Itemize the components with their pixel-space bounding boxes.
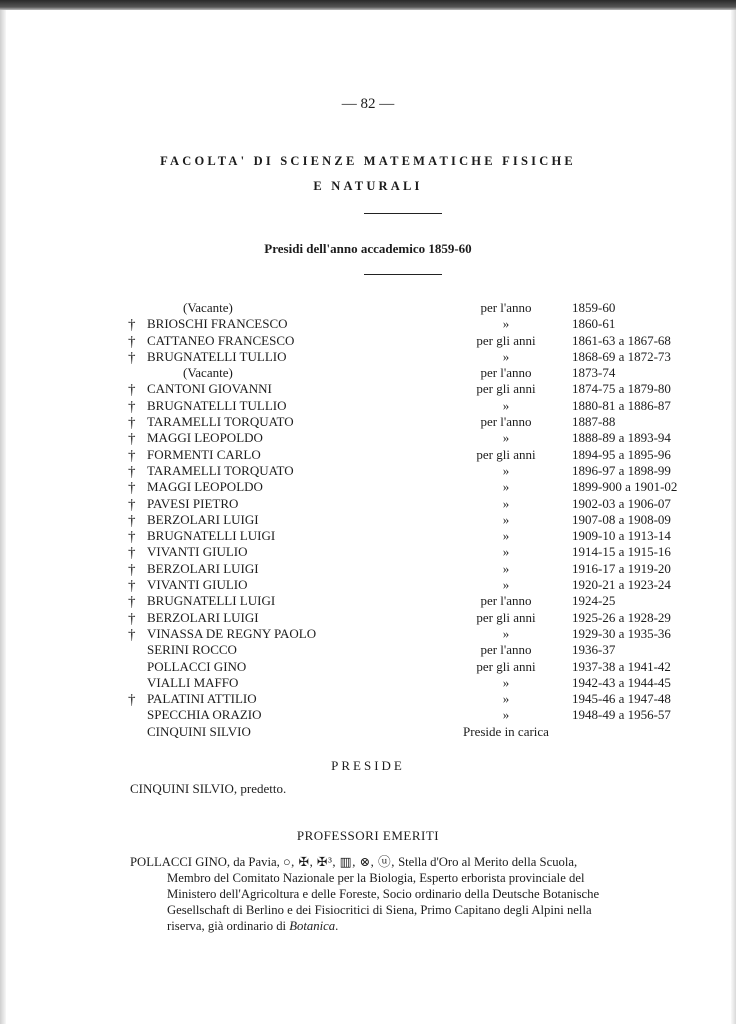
dean-name: PAVESI PIETRO	[147, 495, 239, 511]
dean-term: Preside in carica	[463, 723, 549, 739]
deceased-cross-icon: †	[128, 545, 136, 562]
deans-list	[0, 300, 736, 740]
deceased-cross-icon: †	[128, 561, 136, 578]
emeritus-name: POLLACCI GINO	[130, 855, 227, 869]
subject-botanica: Botanica	[289, 919, 336, 933]
dean-years: 1873-74	[572, 365, 616, 381]
dean-name: VIVANTI GIULIO	[147, 544, 248, 560]
dean-row	[0, 544, 736, 560]
dean-years: 1860-61	[572, 316, 616, 332]
deceased-cross-icon: †	[128, 496, 136, 513]
dean-term: »	[502, 430, 510, 446]
deceased-cross-icon: †	[128, 578, 136, 595]
dean-name: CATTANEO FRANCESCO	[147, 332, 295, 348]
deceased-cross-icon: †	[128, 317, 136, 334]
dean-term: »	[502, 348, 510, 364]
preside-text: CINQUINI SILVIO, predetto.	[130, 781, 287, 796]
page-number: — 82 —	[341, 96, 395, 112]
dean-name: BRIOSCHI FRANCESCO	[147, 316, 288, 332]
deceased-cross-icon: †	[128, 333, 136, 350]
dean-years: 1945-46 a 1947-48	[572, 691, 671, 707]
deceased-cross-icon: †	[128, 692, 136, 709]
dean-name: VIALLI MAFFO	[147, 674, 239, 690]
dean-name: SERINI ROCCO	[147, 642, 237, 658]
deceased-cross-icon: †	[128, 349, 136, 366]
dean-row	[0, 365, 736, 381]
dean-row	[0, 463, 736, 479]
dean-term: »	[502, 316, 510, 332]
dean-name: CANTONI GIOVANNI	[147, 381, 272, 397]
dean-row	[0, 496, 736, 512]
dean-name: VIVANTI GIULIO	[147, 577, 248, 593]
dean-years: 1920-21 a 1923-24	[572, 577, 671, 593]
emeritus-line-5-end: .	[335, 919, 339, 933]
dean-years: 1868-69 a 1872-73	[572, 348, 671, 364]
dean-row	[0, 593, 736, 609]
deceased-cross-icon: †	[128, 447, 136, 464]
dean-name: BRUGNATELLI LUIGI	[147, 528, 276, 544]
dean-row	[0, 381, 736, 397]
dean-years: 1874-75 a 1879-80	[572, 381, 671, 397]
dean-term: »	[502, 691, 510, 707]
emeritus-origin: , da Pavia,	[226, 855, 283, 869]
dean-term: per l'anno	[480, 365, 532, 381]
emeritus-line-2: Membro del Comitato Nazionale per la Biologia, Esperto erborista provinciale del	[167, 871, 585, 885]
dean-years: 1948-49 a 1956-57	[572, 707, 671, 723]
dean-row	[0, 610, 736, 626]
deceased-cross-icon: †	[128, 415, 136, 432]
deceased-cross-icon: †	[128, 610, 136, 627]
dean-years: 1902-03 a 1906-07	[572, 495, 671, 511]
dean-row	[0, 398, 736, 414]
emeritus-line-4: Gesellschaft di Berlino e dei Fisiocritici di Siena, Primo Capitano degli Alpini nella	[167, 903, 592, 917]
dean-row	[0, 626, 736, 642]
dean-row	[0, 675, 736, 691]
dean-term: »	[502, 625, 510, 641]
dean-term: »	[502, 397, 510, 413]
emeritus-line-3: Ministero dell'Agricoltura e delle Foreste, Socio ordinario della Deutsche Botanische	[167, 887, 600, 901]
dean-row	[0, 724, 736, 740]
dean-row	[0, 707, 736, 723]
dean-years: 1909-10 a 1913-14	[572, 528, 671, 544]
deceased-cross-icon: †	[128, 463, 136, 480]
dean-row	[0, 561, 736, 577]
emeritus-entry	[130, 854, 678, 934]
dean-years: 1925-26 a 1928-29	[572, 609, 671, 625]
dean-name: BRUGNATELLI TULLIO	[147, 348, 287, 364]
dean-name: VINASSA DE REGNY PAOLO	[147, 625, 317, 641]
dean-term: »	[502, 495, 510, 511]
deceased-cross-icon: †	[128, 626, 136, 643]
emeritus-line-5	[130, 918, 678, 934]
deceased-cross-icon: †	[128, 529, 136, 546]
dean-years: 1888-89 a 1893-94	[572, 430, 671, 446]
deans-subtitle: Presidi dell'anno accademico 1859-60	[264, 241, 472, 256]
dean-years: 1907-08 a 1908-09	[572, 511, 671, 527]
dean-name: MAGGI LEOPOLDO	[147, 479, 263, 495]
dean-term: »	[502, 479, 510, 495]
dean-years: 1942-43 a 1944-45	[572, 674, 671, 690]
dean-term: per l'anno	[480, 414, 532, 430]
dean-name: POLLACCI GINO	[147, 658, 247, 674]
scan-top-border	[0, 0, 736, 10]
dean-years: 1859-60	[572, 300, 616, 315]
dean-years: 1899-900 a 1901-02	[572, 479, 678, 495]
dean-row	[0, 479, 736, 495]
dean-row	[0, 691, 736, 707]
dean-years: 1894-95 a 1895-96	[572, 446, 671, 462]
dean-years: 1936-37	[572, 642, 616, 658]
deceased-cross-icon: †	[128, 431, 136, 448]
dean-term: »	[502, 674, 510, 690]
emeritus-line-1	[130, 854, 678, 870]
dean-name: (Vacante)	[183, 365, 233, 381]
preside-heading: PRESIDE	[331, 758, 405, 773]
dean-term: per gli anni	[476, 446, 536, 462]
dean-term: »	[502, 511, 510, 527]
dean-name: TARAMELLI TORQUATO	[147, 462, 294, 478]
dean-name: MAGGI LEOPOLDO	[147, 430, 263, 446]
title-divider	[364, 213, 442, 214]
dean-name: SPECCHIA ORAZIO	[147, 707, 262, 723]
dean-row	[0, 316, 736, 332]
dean-name: PALATINI ATTILIO	[147, 691, 257, 707]
dean-years: 1880-81 a 1886-87	[572, 397, 671, 413]
dean-row	[0, 642, 736, 658]
dean-row	[0, 447, 736, 463]
honors-icons: ○, ✠, ✠³, ▥, ⊗, ⓤ,	[282, 855, 395, 869]
dean-row	[0, 414, 736, 430]
dean-name: BERZOLARI LUIGI	[147, 609, 259, 625]
dean-term: per gli anni	[476, 658, 536, 674]
dean-years: 1929-30 a 1935-36	[572, 625, 671, 641]
dean-term: per l'anno	[480, 300, 532, 315]
dean-term: »	[502, 544, 510, 560]
dean-name: BRUGNATELLI LUIGI	[147, 593, 276, 609]
dean-term: »	[502, 528, 510, 544]
dean-term: »	[502, 707, 510, 723]
dean-term: »	[502, 560, 510, 576]
dean-row	[0, 659, 736, 675]
dean-term: per gli anni	[476, 381, 536, 397]
dean-term: »	[502, 577, 510, 593]
dean-name: FORMENTI CARLO	[147, 446, 261, 462]
emeritus-award: Stella d'Oro al Merito della Scuola,	[394, 855, 578, 869]
subtitle-divider	[364, 274, 442, 275]
dean-row	[0, 300, 736, 316]
deceased-cross-icon: †	[128, 512, 136, 529]
emeriti-heading: PROFESSORI EMERITI	[296, 828, 440, 843]
dean-term: per gli anni	[476, 332, 536, 348]
dean-term: per l'anno	[480, 593, 532, 609]
faculty-title-line1: FACOLTA' DI SCIENZE MATEMATICHE FISICHE	[160, 154, 576, 168]
dean-row	[0, 430, 736, 446]
dean-row	[0, 577, 736, 593]
dean-name: TARAMELLI TORQUATO	[147, 414, 294, 430]
dean-term: »	[502, 462, 510, 478]
dean-row	[0, 512, 736, 528]
deceased-cross-icon: †	[128, 398, 136, 415]
dean-years: 1924-25	[572, 593, 616, 609]
dean-years: 1937-38 a 1941-42	[572, 658, 671, 674]
dean-years: 1861-63 a 1867-68	[572, 332, 671, 348]
dean-years: 1916-17 a 1919-20	[572, 560, 671, 576]
dean-row	[0, 528, 736, 544]
dean-years: 1887-88	[572, 414, 616, 430]
dean-name: BRUGNATELLI TULLIO	[147, 397, 287, 413]
dean-row	[0, 333, 736, 349]
emeritus-line-5-text: riserva, già ordinario di	[167, 919, 290, 933]
dean-name: (Vacante)	[183, 300, 233, 315]
dean-name: BERZOLARI LUIGI	[147, 560, 259, 576]
deceased-cross-icon: †	[128, 594, 136, 611]
dean-row	[0, 349, 736, 365]
dean-name: CINQUINI SILVIO	[147, 723, 251, 739]
dean-term: per gli anni	[476, 609, 536, 625]
faculty-title-line2: E NATURALI	[313, 179, 423, 193]
dean-years: 1896-97 a 1898-99	[572, 462, 671, 478]
dean-term: per l'anno	[480, 642, 532, 658]
deceased-cross-icon: †	[128, 480, 136, 497]
deceased-cross-icon: †	[128, 382, 136, 399]
dean-years: 1914-15 a 1915-16	[572, 544, 671, 560]
dean-name: BERZOLARI LUIGI	[147, 511, 259, 527]
